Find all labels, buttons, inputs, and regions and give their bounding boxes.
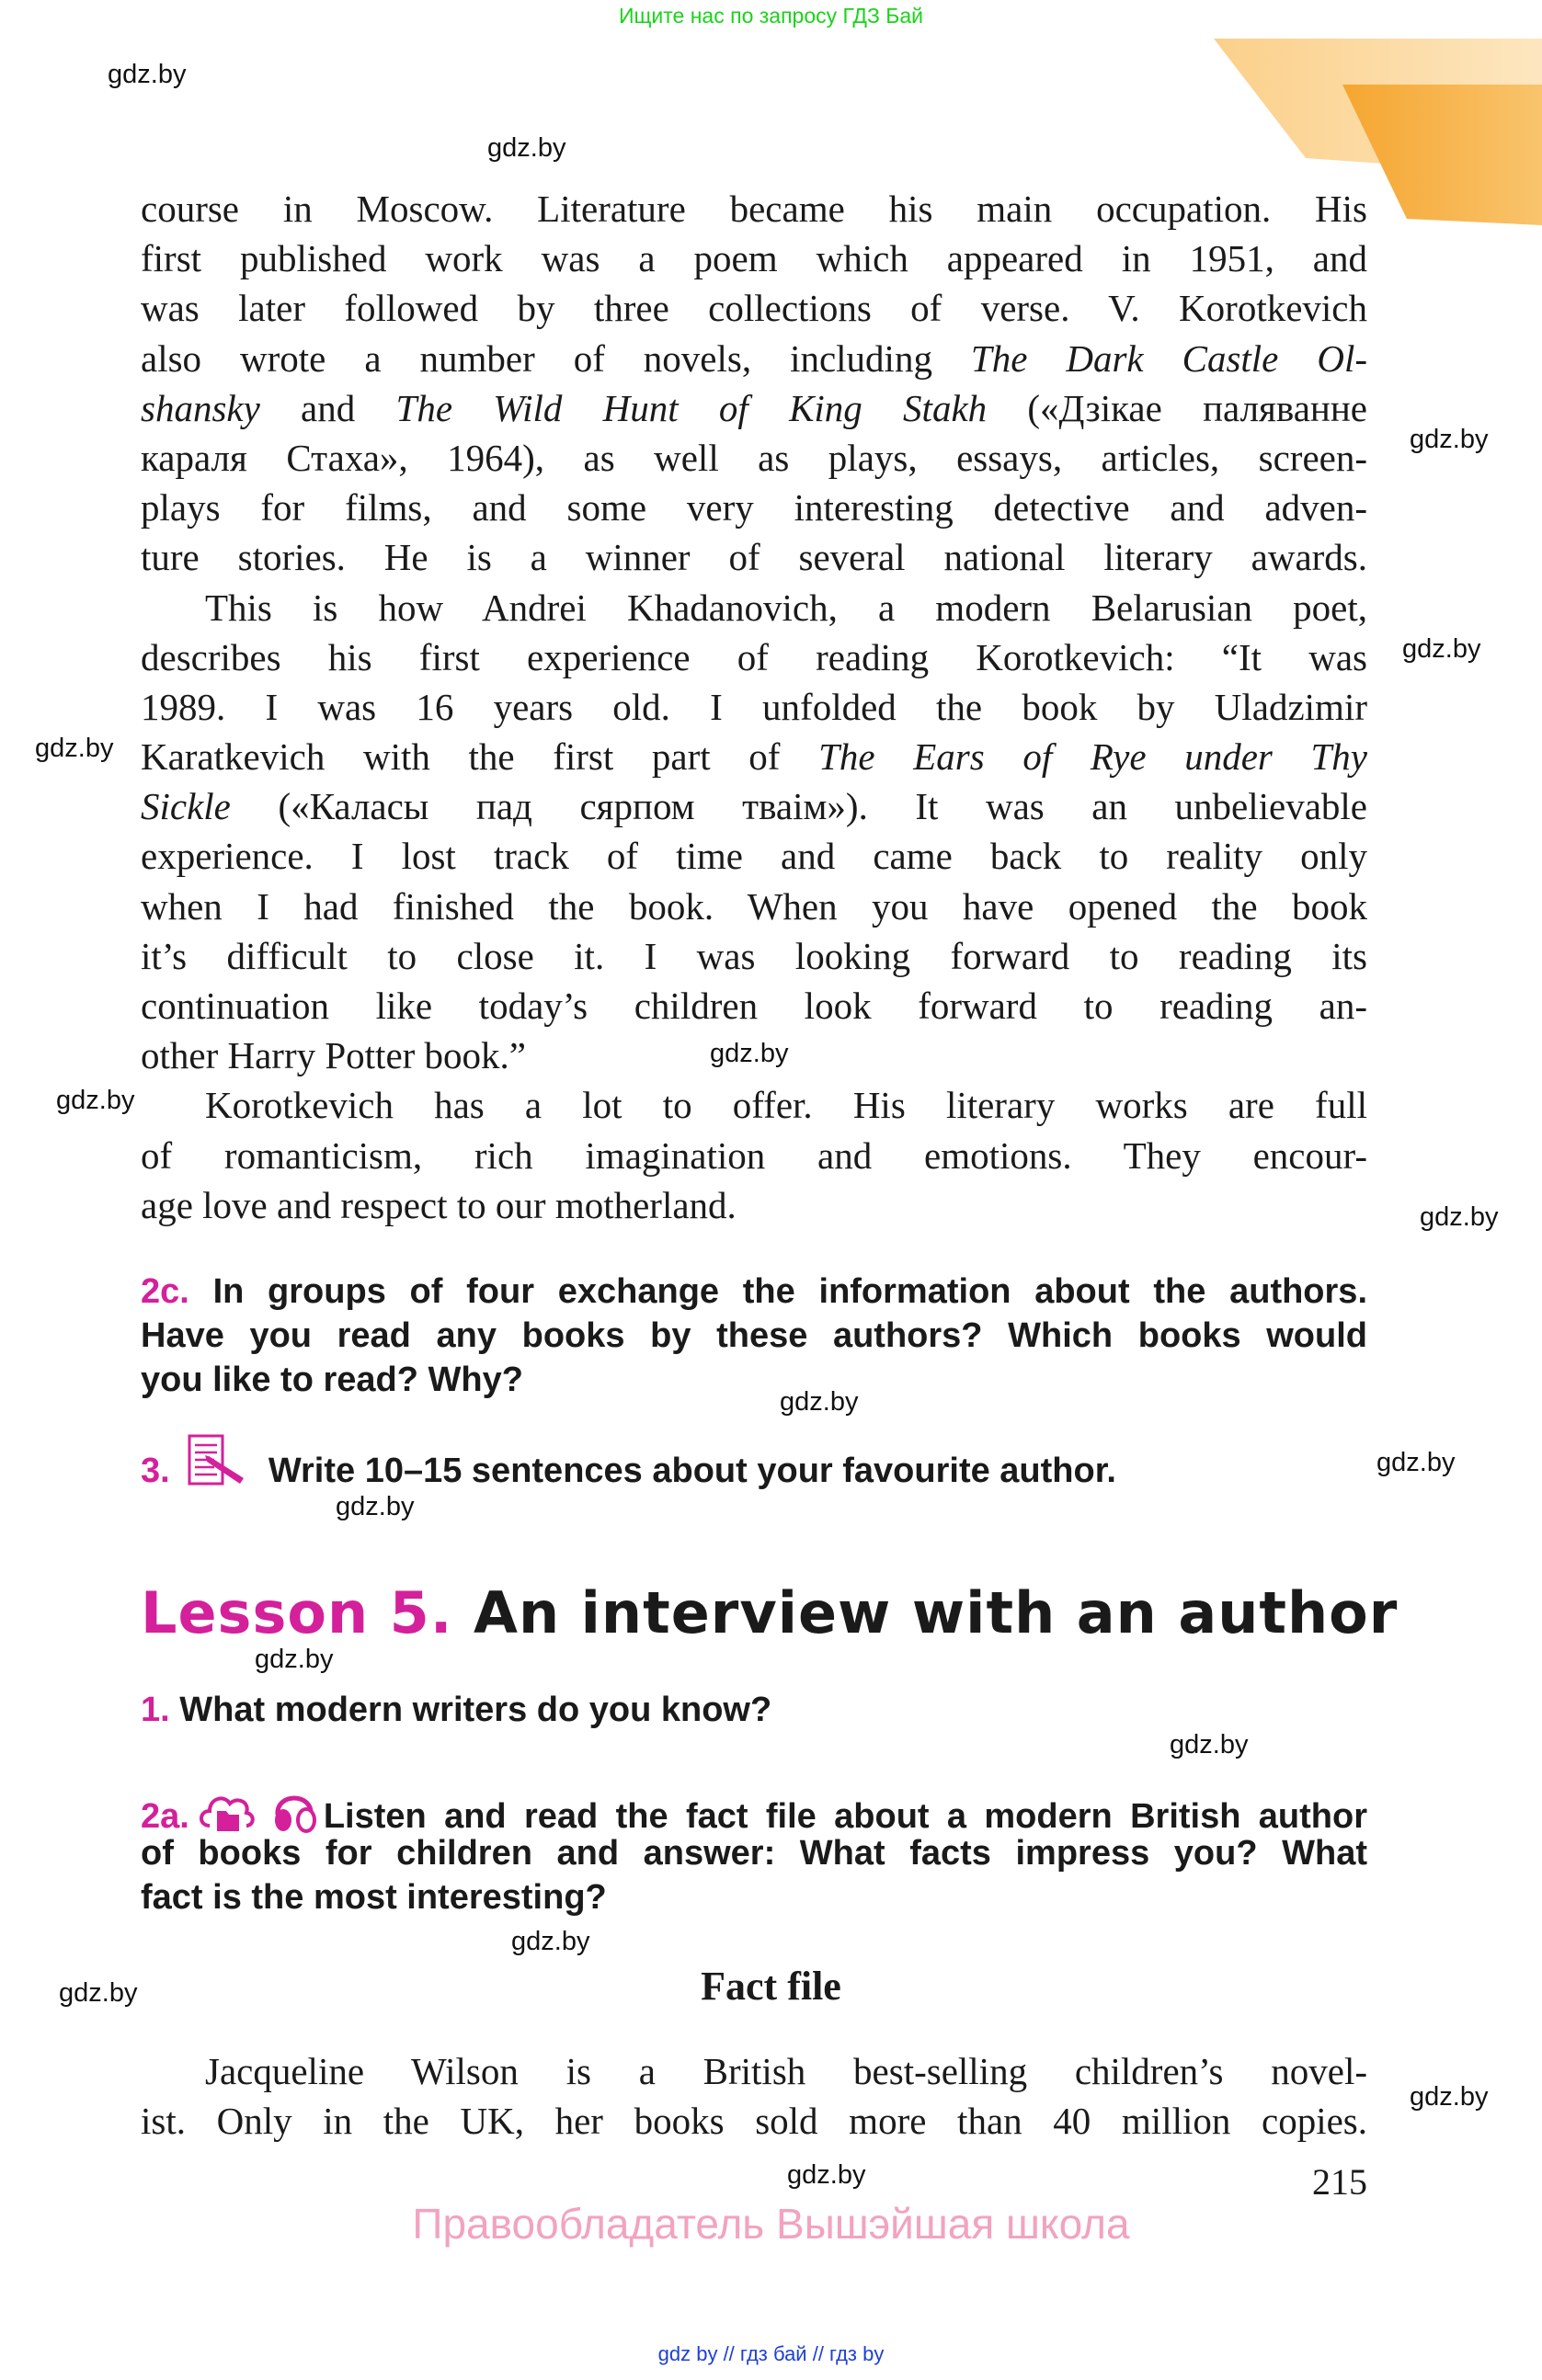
text-line: [141, 383, 1367, 433]
text-segment: other Harry Potter book.”: [141, 1034, 526, 1077]
watermark: gdz.by: [511, 1927, 590, 1956]
top-search-note: Ищите нас по запросу ГДЗ Бай: [618, 4, 924, 28]
text-segment: («Дзікае паляванне: [987, 386, 1367, 429]
text-segment: course in Moscow. Literature became his main occupation. His: [141, 188, 1367, 230]
text-segment: ist. Only in the UK, her books sold more than 40 million copies.: [141, 2100, 1367, 2143]
text-line: [141, 583, 1367, 632]
task-3: [141, 1434, 1367, 1498]
text-segment: Karatkevich with the first part of: [141, 735, 819, 779]
task-text: Write 10–15 sentences about your favourite author.: [268, 1452, 1116, 1490]
text-segment: ture stories. He is a winner of several national literary awards.: [141, 536, 1367, 579]
text-line: [141, 532, 1367, 582]
text-line: [141, 1080, 1367, 1130]
watermark: gdz.by: [35, 734, 114, 763]
text-line: [141, 233, 1367, 283]
watermark: gdz.by: [108, 60, 187, 89]
text-segment: when I had finished the book. When you have opened the book: [141, 884, 1367, 928]
watermark: gdz.by: [59, 1978, 138, 2008]
text-line: [141, 632, 1367, 682]
text-segment: Jacqueline Wilson is a British best-selling children’s novel-: [205, 2050, 1367, 2092]
text-line: [141, 831, 1367, 881]
text-line: [141, 433, 1367, 483]
text-segment: («Каласы пад сярпом тваім»). It was an unbelievable: [230, 785, 1367, 828]
italic-title: The Ears of Rye under Thy: [818, 735, 1367, 779]
text-segment: Korotkevich has a lot to offer. His literary works are full: [205, 1084, 1367, 1127]
task-text: What modern writers do you know?: [179, 1691, 772, 1729]
text-line: [141, 931, 1367, 981]
text-line: [141, 1180, 1367, 1230]
watermark: gdz.by: [1170, 1730, 1249, 1759]
italic-title: Sickle: [141, 785, 231, 828]
text-segment: age love and respect to our motherland.: [141, 1183, 737, 1226]
text-segment: continuation like today’s children look forward to reading an-: [141, 985, 1367, 1027]
text-segment: 1989. I was 16 years old. I unfolded the book by Uladzimir: [141, 685, 1367, 728]
text-segment: also wrote a number of novels, including: [141, 336, 971, 380]
watermark: gdz.by: [1410, 425, 1489, 454]
watermark: gdz.by: [336, 1492, 415, 1521]
task-number: 1.: [141, 1691, 170, 1729]
text-line: [141, 2096, 1367, 2146]
text-segment: experience. I lost track of time and came back to reality only: [141, 835, 1367, 878]
lesson-number: Lesson 5.: [141, 1579, 453, 1646]
text-segment: was later followed by three collections of verse. V. Korotkevich: [141, 287, 1367, 330]
watermark: gdz.by: [1420, 1202, 1499, 1232]
watermark: gdz.by: [487, 133, 566, 163]
text-segment: and: [259, 386, 396, 429]
text-segment: of romanticism, rich imagination and emotions. They encour-: [141, 1133, 1367, 1177]
page-number: 215: [1312, 2161, 1367, 2203]
watermark: gdz.by: [787, 2160, 866, 2190]
task-1: [141, 1688, 1367, 1732]
text-segment: plays for films, and some very interesting detective and adven-: [141, 486, 1367, 530]
text-line: [141, 781, 1367, 831]
text-segment: караля Стаха», 1964), as well as plays, essays, articles, screen-: [141, 436, 1367, 479]
text-line: [141, 483, 1367, 532]
task-number: 2c.: [141, 1272, 189, 1311]
text-line: [141, 334, 1367, 383]
task-number: 3.: [141, 1452, 170, 1490]
text-line: [141, 184, 1367, 233]
task-text: you like to read? Why?: [141, 1361, 523, 1399]
text-line: [141, 981, 1367, 1031]
task-text: Listen and read the fact file about a modern British author: [323, 1797, 1367, 1836]
italic-title: shansky: [141, 386, 260, 429]
footer-links: gdz by // гдз бай // гдз by: [657, 2342, 885, 2365]
task-2a: [141, 1787, 1367, 1919]
task-text: fact is the most interesting?: [141, 1878, 607, 1917]
writing-icon: [187, 1434, 251, 1498]
text-line: [141, 682, 1367, 732]
text-line: [141, 2046, 1367, 2096]
task-number: 2a.: [141, 1797, 189, 1836]
text-line: [141, 283, 1367, 333]
watermark: gdz.by: [1402, 634, 1481, 664]
text-line: [141, 732, 1367, 781]
text-line: [141, 1131, 1367, 1180]
lesson-heading: [141, 1579, 1398, 1646]
lesson-title: An interview with an author: [473, 1579, 1399, 1646]
text-segment: first published work was a poem which appeared in 1951, and: [141, 237, 1367, 280]
task-2c: [141, 1270, 1367, 1402]
text-segment: it’s difficult to close it. I was looking forward to reading its: [141, 934, 1367, 977]
italic-title: The Dark Castle Ol-: [970, 336, 1367, 380]
task-text: Have you read any books by these authors? Which books would: [141, 1316, 1367, 1355]
text-line: [141, 1031, 1367, 1080]
task-text: In groups of four exchange the information about the authors.: [212, 1272, 1367, 1311]
rights-holder: Правообладатель Вышэйшая школа: [412, 2200, 1130, 2248]
task-text: of books for children and answer: What facts impress you? What: [141, 1834, 1367, 1873]
fact-file-title: Fact file: [701, 1964, 841, 2009]
text-line: [141, 882, 1367, 931]
text-segment: describes his first experience of reading Korotkevich: “It was: [141, 635, 1367, 678]
body-text: [141, 184, 1367, 1230]
watermark: gdz.by: [255, 1645, 334, 1674]
watermark: gdz.by: [780, 1387, 859, 1417]
watermark: gdz.by: [1410, 2082, 1489, 2112]
watermark: gdz.by: [1376, 1448, 1456, 1477]
watermark: gdz.by: [710, 1039, 789, 1068]
italic-title: The Wild Hunt of King Stakh: [395, 386, 988, 429]
text-segment: This is how Andrei Khadanovich, a modern Belarusian poet,: [205, 586, 1367, 629]
fact-file-text: [141, 2046, 1367, 2146]
watermark: gdz.by: [56, 1086, 135, 1115]
